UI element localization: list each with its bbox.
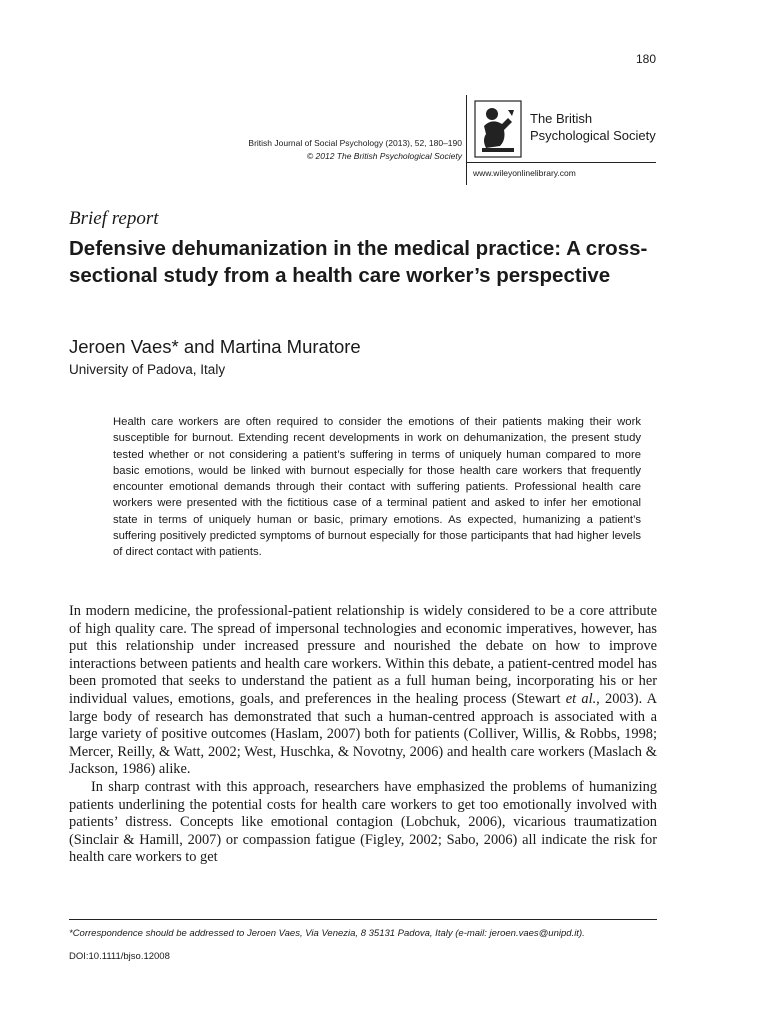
article-type: Brief report [69, 208, 159, 229]
body-text [69, 603, 657, 867]
article-authors: Jeroen Vaes* and Martina Muratore [69, 336, 361, 357]
journal-copyright: © 2012 The British Psychological Society [306, 151, 462, 161]
website-link[interactable]: www.wileyonlinelibrary.com [473, 168, 576, 178]
header-vertical-rule [466, 95, 467, 185]
abstract: Health care workers are often required to consider the emotions of their patients making their work susceptible for burnout. Extending recent developments in work on dehumanization, the present study tested whether or not considering a patient’s suffering in terms of uniquely human compared to more basic emotions, would be linked with burnout especially for those health care workers that frequently encounter emotional demands through their contact with suffering patients. Professional health care workers were presented with the fictitious case of a terminal patient and asked to infer her emotional state in terms of uniquely human or basic, primary emotions. As expected, humanizing a patient’s suffering positively predicted symptoms of burnout especially for those participants that had higher levels of direct contact with patients. [113, 416, 641, 559]
body-text-segment: In modern medicine, the professional-patient relationship is widely considered to be a core attribute of high quality care. The spread of impersonal technologies and economic imperatives, however, has put this relationship under increased pressure and nourished the debate on how to improve interactions between patients and health care workers. Within this debate, a patient-centred model has been promoted that seeks to understand the patient as a full human being, incorporating his or her individual values, emotions, goals, and preferences in the healing process (Stewart [69, 603, 657, 707]
header-horizontal-rule [466, 162, 656, 163]
page-number: 180 [635, 52, 656, 66]
body-paragraph: In sharp contrast with this approach, researchers have emphasized the problems of humanizing patients underlining the potential costs for health care workers to get too emotionally involved with patients’ distress. Concepts like emotional contagion (Lobchuk, 2006), vicarious traumatization (Sinclair & Hamill, 2007) or compassion fatigue (Figley, 2002; Sabo, 2006) all indicate the risk for health care workers to get [69, 778, 657, 866]
body-text-segment: , 2003). A large body of research has demonstrated that such a human-centred approach is associated with a large variety of positive outcomes (Haslam, 2007) both for patients (Colliver, Willis, & Robbs, 1998; Mercer, Reilly, & Watt, 2002; West, Huschka, & Novotny, 2006) and health care workers (Maslach & Jackson, 1986) alike. [69, 690, 658, 778]
article-title: Defensive dehumanization in the medical practice: A cross-sectional study from a health care worker’s perspective [69, 237, 648, 287]
footnote-rule [69, 919, 657, 920]
doi: DOI:10.1111/bjso.12008 [69, 951, 170, 962]
journal-citation: British Journal of Social Psychology (2013), 52, 180–190 [248, 138, 462, 148]
body-paragraph [69, 603, 657, 779]
society-name-line2: Psychological Society [530, 128, 656, 143]
society-name-line1: The British [530, 111, 593, 126]
body-text-etal: et al. [565, 690, 597, 707]
journal-citation-block [248, 137, 462, 163]
society-emblem-icon [474, 100, 522, 158]
correspondence-footnote: *Correspondence should be addressed to Jeroen Vaes, Via Venezia, 8 35131 Padova, Italy (e-mail: jeroen.vaes@unipd.it). [69, 928, 585, 939]
society-name [530, 110, 656, 144]
author-affiliation: University of Padova, Italy [69, 362, 226, 377]
